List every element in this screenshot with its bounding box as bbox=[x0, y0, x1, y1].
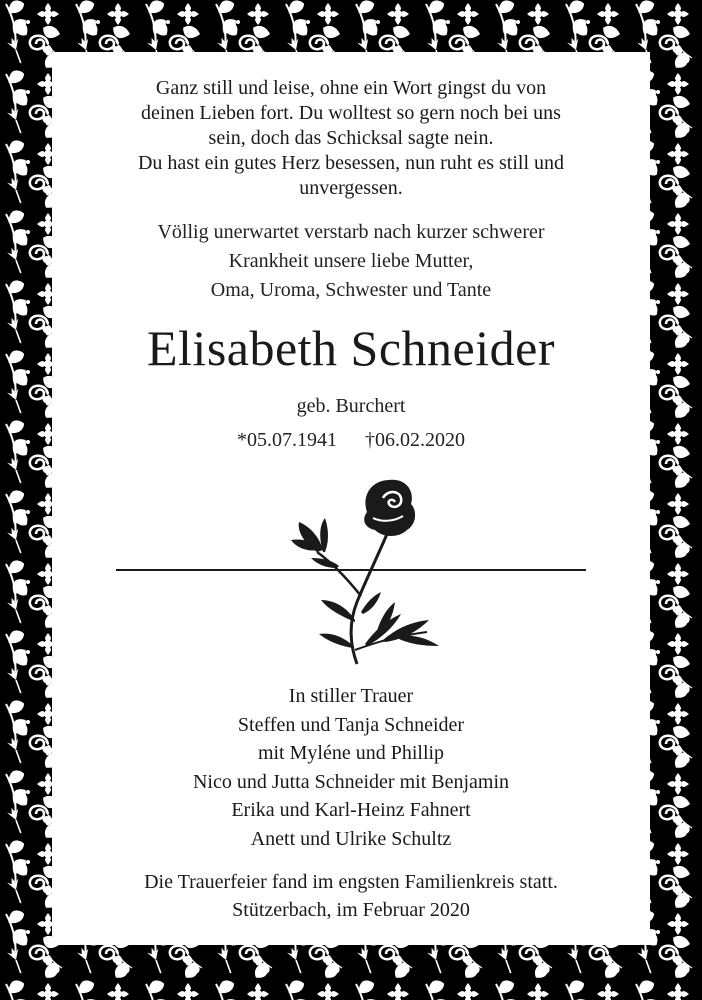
rose-stem-icon bbox=[257, 472, 447, 672]
poem-line: deinen Lieben fort. Du wolltest so gern noch bei uns bbox=[141, 102, 561, 124]
life-dates bbox=[52, 428, 650, 452]
memorial-poem bbox=[52, 76, 650, 201]
funeral-note-line: Die Trauerfeier fand im engsten Familienkreis statt. bbox=[144, 871, 558, 893]
poem-line: Du hast ein gutes Herz besessen, nun ruht es still und bbox=[137, 152, 565, 174]
poem-line: Ganz still und leise, ohne ein Wort gingst du von bbox=[155, 77, 547, 99]
poem-line: unvergessen. bbox=[299, 177, 403, 199]
death-date: †06.02.2020 bbox=[365, 429, 465, 451]
announcement-line: Krankheit unsere liebe Mutter, bbox=[228, 250, 474, 272]
deceased-name: Elisabeth Schneider bbox=[147, 320, 555, 376]
place-date-line: Stützerbach, im Februar 2020 bbox=[232, 899, 470, 921]
mourner-line: Erika und Karl-Heinz Fahnert bbox=[231, 799, 471, 821]
obituary-panel bbox=[52, 52, 650, 945]
announcement-line: Oma, Uroma, Schwester und Tante bbox=[210, 279, 492, 301]
maiden-name: geb. Burchert bbox=[296, 395, 406, 417]
mourners-heading: In stiller Trauer bbox=[288, 685, 414, 707]
poem-line: sein, doch das Schicksal sagte nein. bbox=[208, 127, 494, 149]
mourners-list bbox=[52, 682, 650, 853]
announcement-line: Völlig unerwartet verstarb nach kurzer schwerer bbox=[157, 221, 545, 243]
mourner-line: Anett und Ulrike Schultz bbox=[250, 827, 452, 850]
mourner-line: mit Myléne und Phillip bbox=[257, 742, 445, 764]
death-announcement bbox=[52, 218, 650, 305]
mourner-line: Nico und Jutta Schneider mit Benjamin bbox=[192, 770, 510, 793]
mourner-line: Steffen und Tanja Schneider bbox=[237, 713, 465, 736]
funeral-note bbox=[52, 868, 650, 924]
birth-date: *05.07.1941 bbox=[237, 429, 337, 451]
